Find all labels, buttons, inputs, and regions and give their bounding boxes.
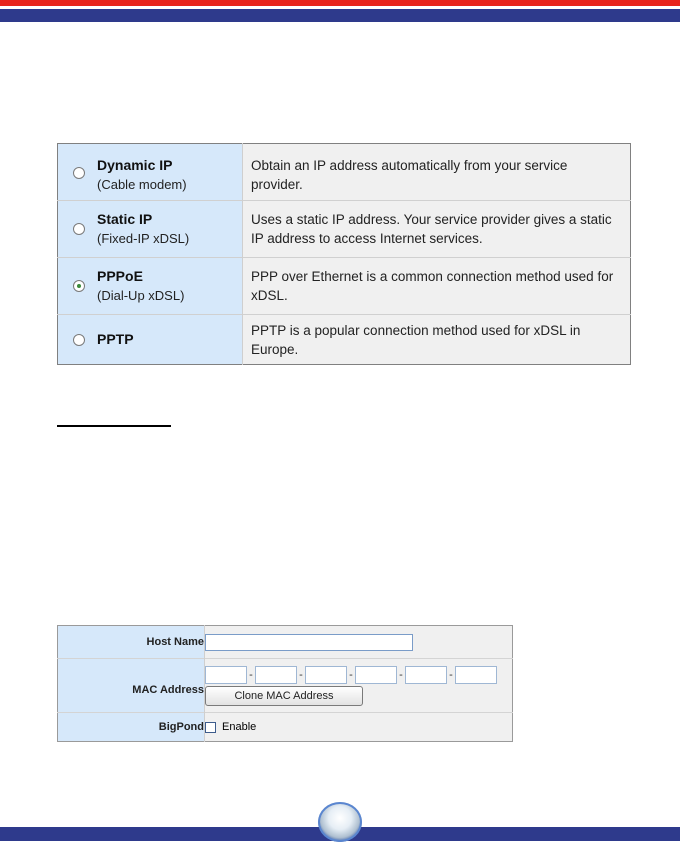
header-blue-stripe xyxy=(0,9,680,22)
option-description: PPTP is a popular connection method used for xDSL in Europe. xyxy=(243,315,631,365)
section-underline xyxy=(57,425,171,427)
option-title: PPTP xyxy=(97,331,134,347)
host-name-input[interactable] xyxy=(205,634,413,651)
clone-mac-address-button[interactable]: Clone MAC Address xyxy=(205,686,363,706)
mac-separator: - xyxy=(349,668,353,681)
mac-address-cell xyxy=(205,659,513,713)
mac-octet-4-input[interactable] xyxy=(355,666,397,684)
pppoe-settings-form xyxy=(57,625,513,742)
radio-pptp[interactable] xyxy=(73,334,85,346)
host-name-label: Host Name xyxy=(58,626,205,659)
bigpond-row xyxy=(58,713,513,742)
bigpond-enable-checkbox[interactable] xyxy=(205,722,216,733)
option-title: Dynamic IP xyxy=(97,157,173,173)
option-title: PPPoE xyxy=(97,268,143,284)
option-cell xyxy=(58,201,243,258)
option-subtitle: (Dial-Up xDSL) xyxy=(97,288,185,303)
mac-separator: - xyxy=(249,668,253,681)
option-cell xyxy=(58,144,243,201)
option-description: Obtain an IP address automatically from your service provider. xyxy=(243,144,631,201)
mac-octet-1-input[interactable] xyxy=(205,666,247,684)
option-cell xyxy=(58,258,243,315)
mac-octet-2-input[interactable] xyxy=(255,666,297,684)
mac-address-row xyxy=(58,659,513,713)
bigpond-label: BigPond xyxy=(58,713,205,742)
radio-pppoe[interactable] xyxy=(73,280,85,292)
bigpond-enable-label: Enable xyxy=(222,721,257,733)
radio-static-ip[interactable] xyxy=(73,223,85,235)
header-red-stripe xyxy=(0,0,680,6)
mac-address-fields xyxy=(205,666,512,684)
radio-dynamic-ip[interactable] xyxy=(73,167,85,179)
connection-row-dynamic-ip xyxy=(58,144,631,201)
mac-octet-6-input[interactable] xyxy=(455,666,497,684)
option-description: PPP over Ethernet is a common connection method used for xDSL. xyxy=(243,258,631,315)
mac-octet-5-input[interactable] xyxy=(405,666,447,684)
mac-address-label: MAC Address xyxy=(58,659,205,713)
option-subtitle: (Fixed-IP xDSL) xyxy=(97,231,190,246)
bigpond-cell xyxy=(205,713,513,742)
connection-row-static-ip xyxy=(58,201,631,258)
connection-type-table xyxy=(57,143,631,365)
option-description: Uses a static IP address. Your service provider gives a static IP address to access Internet services. xyxy=(243,201,631,258)
option-subtitle: (Cable modem) xyxy=(97,177,187,192)
host-name-cell xyxy=(205,626,513,659)
option-title: Static IP xyxy=(97,211,153,227)
option-cell xyxy=(58,315,243,365)
brand-globe-icon xyxy=(318,802,362,842)
mac-separator: - xyxy=(449,668,453,681)
connection-row-pptp xyxy=(58,315,631,365)
mac-octet-3-input[interactable] xyxy=(305,666,347,684)
mac-separator: - xyxy=(399,668,403,681)
host-name-row xyxy=(58,626,513,659)
mac-separator: - xyxy=(299,668,303,681)
connection-row-pppoe xyxy=(58,258,631,315)
